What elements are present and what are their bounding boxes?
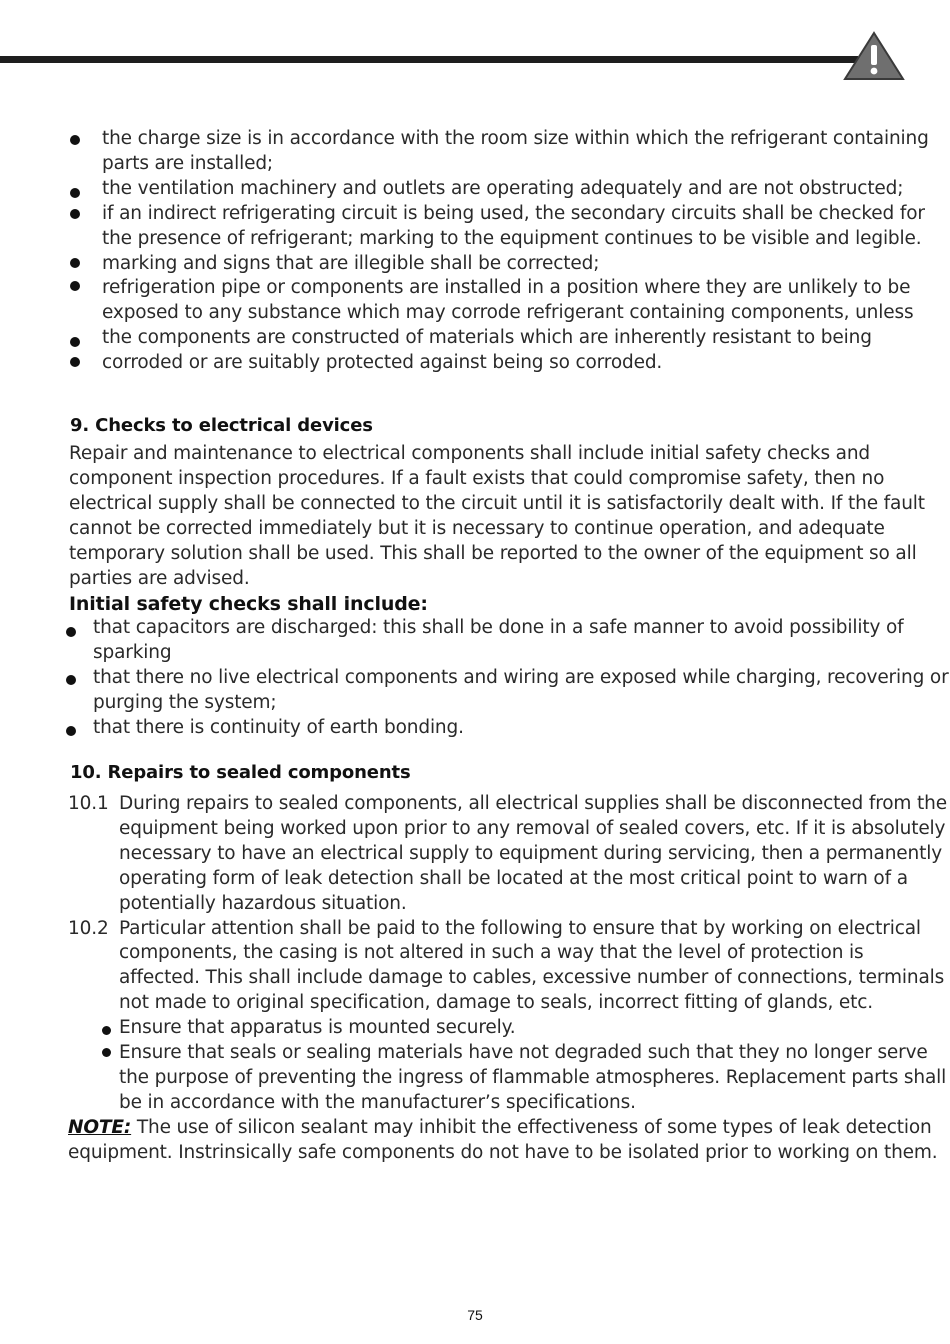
list-item: Ensure that apparatus is mounted securely. xyxy=(0,1016,950,1041)
list-item: that there is continuity of earth bonding. xyxy=(0,716,950,741)
section-9-heading: 9. Checks to electrical devices xyxy=(70,415,373,436)
bullet-icon xyxy=(66,675,76,685)
bullet-icon xyxy=(70,357,80,367)
section10-sub-bullet-list xyxy=(0,1016,950,1116)
list-item: that there no live electrical components and wiring are exposed while charging, recovering or purging the system; xyxy=(0,666,950,716)
section-9-paragraph: Repair and maintenance to electrical components shall include initial safety checks and component inspection procedures. If a fault exists that could compromise safety, then no electrical supply shall be connected to the circuit until it is satisfactorily dealt with. If the fault cannot be corrected immediately but it is necessary to continue operation, and adequate temporary solution shall be used. This shall be reported to the owner of the equipment so all parties are advised. xyxy=(69,443,925,589)
list-item: the charge size is in accordance with the room size within which the refrigerant containing parts are installed; xyxy=(0,127,950,177)
warning-triangle-icon xyxy=(843,31,905,81)
bullet-icon xyxy=(70,337,80,347)
bullet-icon xyxy=(70,281,80,291)
note-paragraph xyxy=(68,1116,938,1166)
numbered-item: 10.1 During repairs to sealed components, all electrical supplies shall be disconnected from the equipment being worked upon prior to any removal of sealed covers, etc. If it is absolutely necessary to have an electrical supply to equipment during servicing, then a permanently operating form of leak detection shall be located at the most critical point to warn of a potentially hazardous situation. xyxy=(68,793,947,914)
bullet-icon xyxy=(66,726,76,736)
initial-checks-subheading: Initial safety checks shall include: xyxy=(69,593,428,615)
bullet-icon xyxy=(66,627,76,637)
list-item: corroded or are suitably protected against being so corroded. xyxy=(0,351,950,376)
list-item: the ventilation machinery and outlets are operating adequately and are not obstructed; xyxy=(0,177,950,202)
section9-bullet-list xyxy=(0,616,950,741)
list-item: marking and signs that are illegible shall be corrected; xyxy=(0,252,950,277)
list-item: if an indirect refrigerating circuit is being used, the secondary circuits shall be checked for the presence of refrigerant; marking to the equipment continues to be visible and legible. xyxy=(0,202,950,252)
section10-numbered-list xyxy=(0,792,950,1116)
note-text: The use of silicon sealant may inhibit the effectiveness of some types of leak detection equipment. Instrinsically safe components do not have to be isolated prior to working on them. xyxy=(68,1117,938,1163)
page-number: 75 xyxy=(467,1307,483,1323)
header-rule xyxy=(0,56,858,63)
bullet-icon xyxy=(102,1048,111,1057)
note-label: NOTE: xyxy=(68,1117,132,1138)
list-item: the components are constructed of materials which are inherently resistant to being xyxy=(0,326,950,351)
list-item: refrigeration pipe or components are installed in a position where they are unlikely to be exposed to any substance which may corrode refrigerant containing components, unless xyxy=(0,276,950,326)
section8-bullet-list xyxy=(0,127,950,376)
bullet-icon xyxy=(70,258,80,268)
bullet-icon xyxy=(70,135,80,145)
bullet-icon xyxy=(70,188,80,198)
section-10-heading: 10. Repairs to sealed components xyxy=(70,762,411,783)
list-item: Ensure that seals or sealing materials have not degraded such that they no longer serve the purpose of preventing the ingress of flammable atmospheres. Replacement parts shall be in accordance with the manufacturer’s specifications. xyxy=(0,1041,950,1116)
list-item: that capacitors are discharged: this shall be done in a safe manner to avoid possibility of sparking xyxy=(0,616,950,666)
bullet-icon xyxy=(102,1026,111,1035)
numbered-item: 10.2 Particular attention shall be paid to the following to ensure that by working on electrical components, the casing is not altered in such a way that the level of protection is affected. This shall include damage to cables, excessive number of connections, terminals not made to original specification, damage to seals, incorrect fitting of glands, etc. xyxy=(68,917,945,1014)
bullet-icon xyxy=(70,209,80,219)
